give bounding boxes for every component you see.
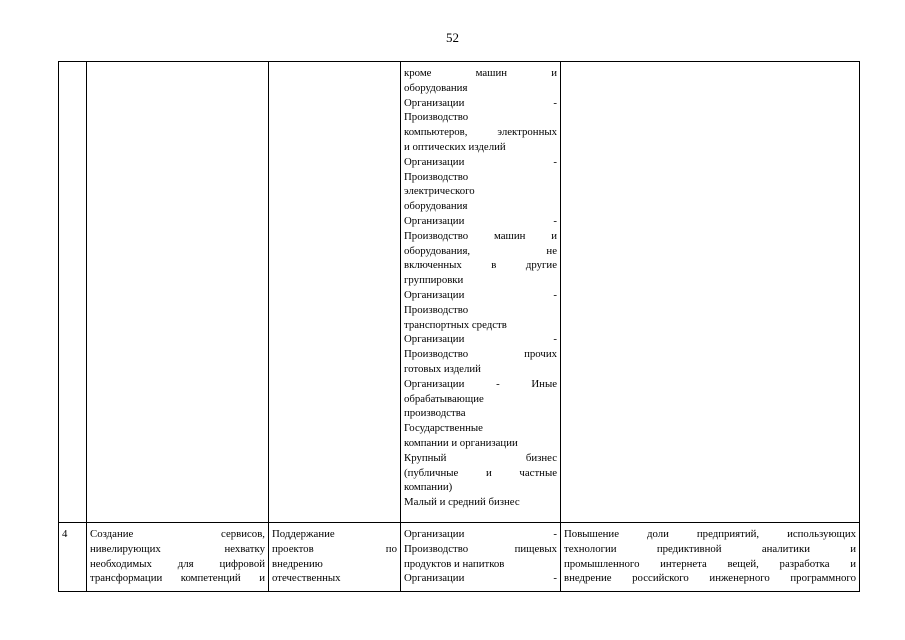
target-groups-list xyxy=(404,66,557,510)
text-line: Производство машин и xyxy=(404,229,557,242)
text-line: Организации - xyxy=(404,528,557,540)
text-line: и оптических изделий xyxy=(404,140,506,153)
text-line: компьютеров, электронных xyxy=(404,126,557,139)
text-line: Государственные xyxy=(404,422,483,435)
text-line: компании и организации xyxy=(404,436,518,449)
table-row-continuation xyxy=(59,62,860,523)
text-line: Организации - xyxy=(404,572,557,585)
cell-number xyxy=(59,62,87,523)
text-line: Организации - Иные xyxy=(404,377,557,390)
text-line: электрического xyxy=(404,185,475,198)
text-line: производства xyxy=(404,407,466,420)
cell-task xyxy=(87,62,269,523)
text-line: внедрение российского инженерного программного xyxy=(564,572,856,585)
text-line: промышленного интернета вещей, разработка и xyxy=(564,557,856,570)
cell-target-groups xyxy=(401,523,561,592)
row-number: 4 xyxy=(59,523,87,592)
text-line: Повышение доли предприятий, использующих xyxy=(564,528,856,540)
text-line: Организации - xyxy=(404,155,557,168)
cell-measure xyxy=(269,62,401,523)
cell-target-groups xyxy=(401,62,561,523)
text-line: проектов по xyxy=(272,542,397,555)
text-line: готовых изделий xyxy=(404,362,481,375)
text-line: оборудования xyxy=(404,200,468,213)
text-line: Производство пищевых xyxy=(404,542,557,555)
text-line: Организации - xyxy=(404,96,557,109)
cell-expected-result xyxy=(561,62,860,523)
text-line: технологии предиктивной аналитики и xyxy=(564,542,856,555)
task-text xyxy=(90,527,265,586)
text-line: группировки xyxy=(404,274,464,287)
text-line: Организации - xyxy=(404,288,557,301)
cell-expected-result xyxy=(561,523,860,592)
text-line: оборудования xyxy=(404,81,468,94)
target-groups-text xyxy=(404,527,557,586)
cell-measure xyxy=(269,523,401,592)
text-line: Организации - xyxy=(404,333,557,346)
text-line: внедрению xyxy=(272,557,323,570)
measure-text xyxy=(272,527,397,586)
expected-result-text xyxy=(564,527,856,586)
text-line: кроме машин и xyxy=(404,67,557,79)
text-line: продуктов и напитков xyxy=(404,557,505,570)
text-line: компании) xyxy=(404,481,453,494)
text-line: Производство xyxy=(404,111,469,124)
text-line: Малый и средний бизнес xyxy=(404,496,520,509)
text-line: трансформации компетенций и xyxy=(90,572,265,585)
text-line: транспортных средств xyxy=(404,318,507,331)
text-line: Производство xyxy=(404,170,469,183)
text-line: включенных в другие xyxy=(404,259,557,272)
table-row-4 xyxy=(59,523,860,592)
page-number: 52 xyxy=(446,30,459,45)
text-line: обрабатывающие xyxy=(404,392,484,405)
measures-table xyxy=(58,61,860,592)
text-line: Поддержание xyxy=(272,528,335,540)
text-line: Производство xyxy=(404,303,469,316)
text-line: Крупный бизнес xyxy=(404,451,557,464)
text-line: нивелирующих нехватку xyxy=(90,542,265,555)
text-line: отечественных xyxy=(272,572,341,585)
text-line: оборудования, не xyxy=(404,244,557,257)
text-line: Организации - xyxy=(404,214,557,227)
cell-task xyxy=(87,523,269,592)
text-line: Производство прочих xyxy=(404,348,557,361)
text-line: (публичные и частные xyxy=(404,466,557,479)
text-line: необходимых для цифровой xyxy=(90,557,265,570)
text-line: Создание сервисов, xyxy=(90,528,265,540)
